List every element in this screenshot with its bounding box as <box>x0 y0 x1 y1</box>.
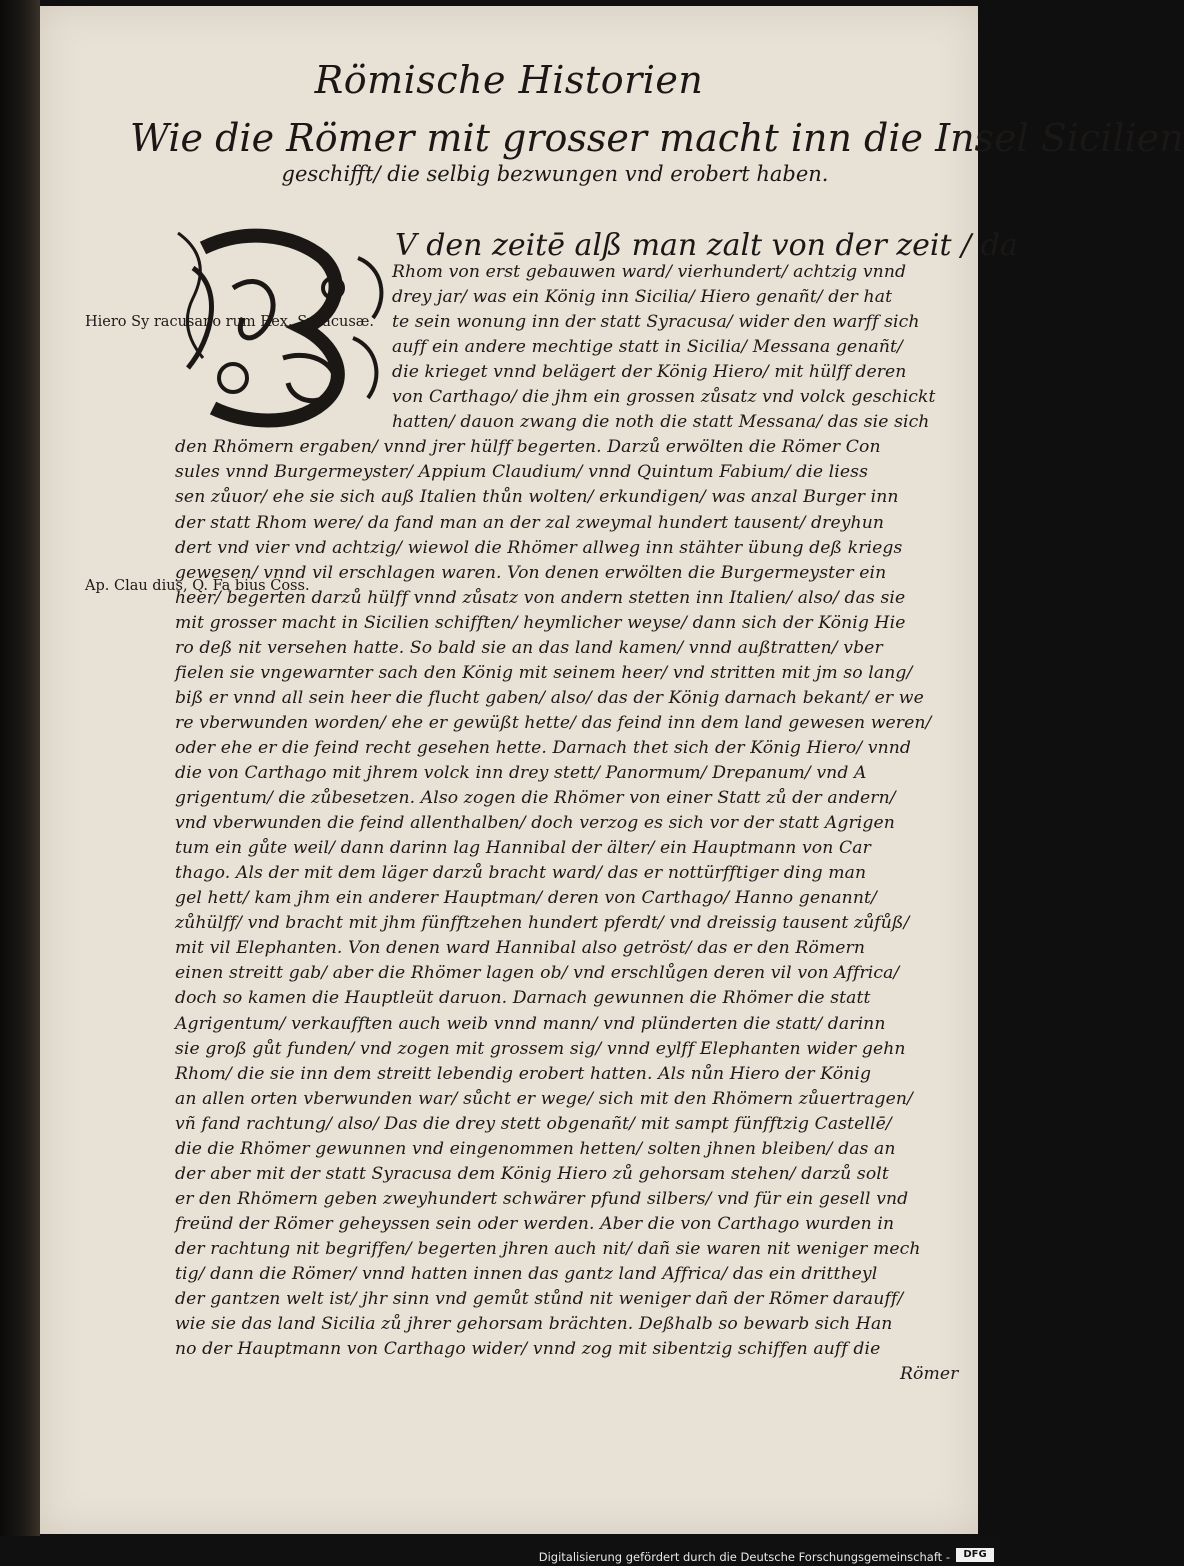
text-line: hatten/ dauon zwang die noth die statt Messana/ das sie sich <box>392 412 930 433</box>
text-line: der gantzen welt ist/ jhr sinn vnd gemůt stůnd nit weniger dañ der Römer darauff/ <box>175 1289 904 1310</box>
text-line: drey jar/ was ein König inn Sicilia/ Hiero genañt/ der hat <box>392 287 893 308</box>
text-line: die die Rhömer gewunnen vnd eingenommen hetten/ solten jhnen bleiben/ das an <box>175 1138 896 1159</box>
marginal-note-hiero: Hiero Sy racusano rum Rex. Syracusæ. <box>85 314 375 330</box>
text-line: Agrigentum/ verkaufften auch weib vnnd mann/ vnd plünderten die statt/ darinn <box>175 1013 886 1034</box>
text-line: biß er vnnd all sein heer die flucht gaben/ also/ das der König darnach bekant/ er we <box>175 687 924 708</box>
book-gutter <box>0 0 40 1566</box>
dfg-logo-icon: DFG <box>956 1548 994 1562</box>
text-line: gel hett/ kam jhm ein anderer Hauptman/ deren von Carthago/ Hanno genannt/ <box>175 888 877 909</box>
text-line: dert vnd vier vnd achtzig/ wiewol die Rhömer allweg inn stähter übung deß kriegs <box>175 537 903 558</box>
text-line: ro deß nit versehen hatte. So bald sie an das land kamen/ vnnd außtratten/ vber <box>175 637 883 658</box>
text-line: sie groß gůt funden/ vnd zogen mit grossem sig/ vnnd eylff Elephanten wider gehn <box>175 1038 906 1059</box>
text-line: die krieget vnnd belägert der König Hiero/ mit hülff deren <box>392 362 907 383</box>
text-line: grigentum/ die zůbesetzen. Also zogen die Rhömer von einer Statt zů der andern/ <box>175 788 896 809</box>
text-line: den Rhömern ergaben/ vnnd jrer hülff begerten. Darzů erwölten die Römer Con <box>175 437 881 458</box>
text-line: einen streitt gab/ aber die Rhömer lagen ob/ vnd erschlůgen deren vil von Affrica/ <box>175 963 900 984</box>
chapter-subtitle: geschifft/ die selbig bezwungen vnd erobert haben. <box>281 162 829 186</box>
text-line: tum ein gůte weil/ dann darinn lag Hannibal der älter/ ein Hauptmann von Car <box>175 838 871 859</box>
text-line: tig/ dann die Römer/ vnnd hatten innen das gantz land Affrica/ das ein drittheyl <box>175 1264 878 1284</box>
text-line: wie sie das land Sicilia zů jhrer gehorsam brächten. Deßhalb so bewarb sich Han <box>175 1314 893 1335</box>
text-line: freünd der Römer geheyssen sein oder werden. Aber die von Carthago wurden in <box>175 1213 895 1234</box>
text-line: Rhom/ die sie inn dem streitt lebendig erobert hatten. Als nůn Hiero der König <box>175 1063 872 1084</box>
text-line: oder ehe er die feind recht gesehen hette. Darnach thet sich der König Hiero/ vnnd <box>175 737 912 758</box>
text-line: zůhülff/ vnd bracht mit jhm fünfftzehen hundert pferdt/ vnd dreissig tausent zůfůß/ <box>175 913 910 934</box>
text-line: sen zůuor/ ehe sie sich auß Italien thůn wolten/ erkundigen/ was anzal Burger inn <box>175 487 899 508</box>
text-line: no der Hauptmann von Carthago wider/ vnnd zog mit sibentzig schiffen auff die <box>175 1339 881 1360</box>
text-line: thago. Als der mit dem läger darzů bracht ward/ das er nottürfftiger ding man <box>175 863 867 884</box>
text-line: der statt Rhom were/ da fand man an der zal zweymal hundert tausent/ dreyhun <box>175 512 885 533</box>
text-line: Römer <box>900 1364 959 1385</box>
text-line: doch so kamen die Hauptleüt daruon. Darnach gewunnen die Rhömer die statt <box>175 988 871 1009</box>
text-line: der rachtung nit begriffen/ begerten jhren auch nit/ dañ sie waren nit weniger mech <box>175 1238 921 1259</box>
text-line: die von Carthago mit jhrem volck inn drey stett/ Panormum/ Drepanum/ vnd A <box>175 763 867 783</box>
text-line: an allen orten vberwunden war/ sůcht er wege/ sich mit den Rhömern zůuertragen/ <box>175 1088 913 1109</box>
marginal-note-consuls: Ap. Clau dius, Q. Fa bius Coss. <box>85 578 310 594</box>
text-line: er den Rhömern geben zweyhundert schwärer pfund silbers/ vnd für ein gesell vnd <box>175 1188 909 1209</box>
footer-credit: Digitalisierung gefördert durch die Deutsche Forschungsgemeinschaft - <box>538 1550 950 1564</box>
text-line: auff ein andere mechtige statt in Sicilia/ Messana genañt/ <box>392 337 903 358</box>
text-line: vnd vberwunden die feind allenthalben/ doch verzog es sich vor der statt Agrigen <box>175 813 895 834</box>
text-line: der aber mit der statt Syracusa dem König Hiero zů gehorsam stehen/ darzů solt <box>175 1163 889 1184</box>
first-text-line: V den zeitē alß man zalt von der zeit / da <box>395 228 1018 263</box>
text-line: Rhom von erst gebauwen ward/ vierhundert/ achtzig vnnd <box>392 262 907 282</box>
chapter-title: Wie die Römer mit grosser macht inn die Insel Sicilien <box>130 116 1184 160</box>
text-line: sules vnnd Burgermeyster/ Appium Claudium/ vnnd Quintum Fabium/ die liess <box>175 462 868 483</box>
text-line: heer/ begerten darzů hülff vnnd zůsatz von andern stetten inn Italien/ also/ das sie <box>175 587 906 608</box>
text-line: vñ fand rachtung/ also/ Das die drey stett obgenañt/ mit sampt fünfftzig Castellē/ <box>175 1113 892 1134</box>
text-line: von Carthago/ die jhm ein grossen zůsatz vnd volck geschickt <box>392 387 936 408</box>
text-line: mit vil Elephanten. Von denen ward Hannibal also getröst/ das er den Römern <box>175 938 866 959</box>
text-line: gewesen/ vnnd vil erschlagen waren. Von denen erwölten die Burgermeyster ein <box>175 562 887 583</box>
text-line: te sein wonung inn der statt Syracusa/ wider den warff sich <box>392 312 920 333</box>
running-head: Römische Historien <box>314 58 704 102</box>
text-line: mit grosser macht in Sicilien schifften/ heymlicher weyse/ dann sich der König Hie <box>175 612 906 633</box>
text-line: re vberwunden worden/ ehe er gewüßt hette/ das feind inn dem land gewesen weren/ <box>175 712 932 733</box>
text-line: fielen sie vngewarnter sach den König mit seinem heer/ vnd stritten mit jm so lang/ <box>175 662 913 683</box>
